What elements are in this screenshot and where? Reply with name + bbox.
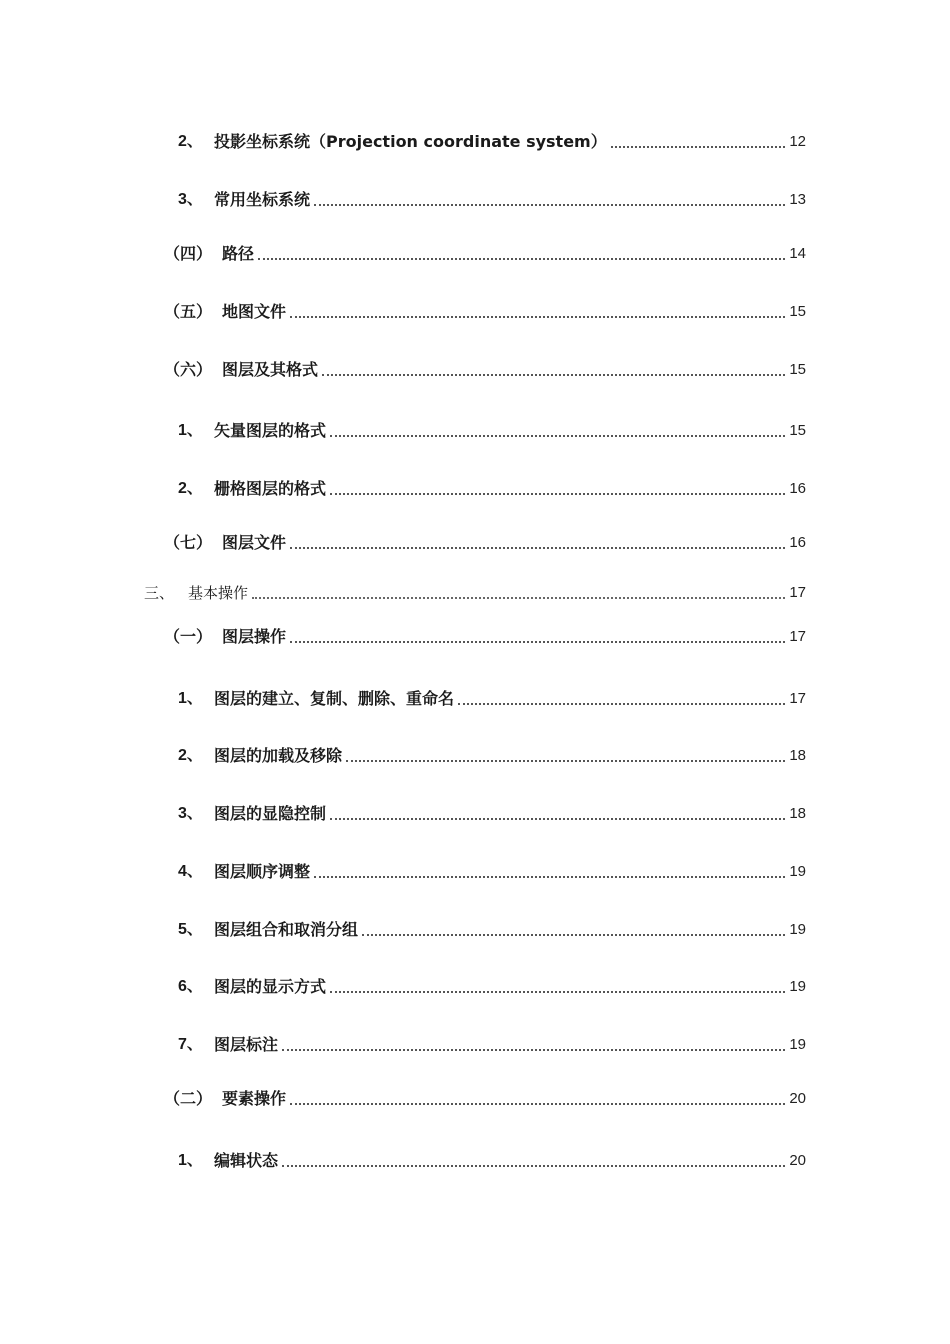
toc-dot-leader (330, 492, 785, 495)
toc-entry-number: 1、 (178, 1152, 203, 1169)
toc-dot-leader (346, 759, 785, 762)
toc-entry-number: 1、 (178, 422, 203, 439)
toc-entry-number: 3、 (178, 805, 203, 822)
toc-entry-title: 图层操作 (222, 627, 287, 646)
toc-dot-leader (282, 1164, 785, 1167)
toc-entry-page: 17 (789, 628, 806, 645)
toc-entry-page: 19 (789, 863, 806, 880)
toc-entry-number: （五） (164, 302, 213, 321)
toc-entry-title: 图层顺序调整 (214, 862, 311, 881)
toc-entry-page: 19 (789, 1036, 806, 1053)
toc-entry[interactable] (178, 186, 806, 210)
toc-entry[interactable] (178, 685, 806, 709)
toc-entry-page: 16 (789, 534, 806, 551)
toc-entry[interactable] (178, 475, 806, 499)
toc-dot-leader (322, 373, 785, 376)
toc-entry[interactable] (164, 356, 806, 380)
toc-entry-title: 栅格图层的格式 (214, 479, 327, 498)
toc-entry-title: 编辑状态 (214, 1151, 279, 1170)
toc-dot-leader (362, 933, 785, 936)
toc-entry[interactable] (178, 128, 806, 152)
toc-entry[interactable] (144, 579, 806, 603)
toc-entry-title: 基本操作 (188, 584, 249, 602)
toc-dot-leader (290, 546, 785, 549)
toc-entry-page: 13 (789, 191, 806, 208)
toc-dot-leader (290, 1102, 785, 1105)
toc-entry-title: 矢量图层的格式 (214, 421, 327, 440)
toc-entry[interactable] (164, 1085, 806, 1109)
toc-entry-page: 18 (789, 747, 806, 764)
toc-entry-title: 图层及其格式 (222, 360, 319, 379)
toc-entry-number: （七） (164, 533, 213, 552)
toc-entry-title: 地图文件 (222, 302, 287, 321)
toc-entry[interactable] (164, 529, 806, 553)
toc-entry-title: 图层的显隐控制 (214, 804, 327, 823)
toc-entry[interactable] (178, 417, 806, 441)
toc-entry[interactable] (178, 916, 806, 940)
toc-entry-title: 图层的建立、复制、删除、重命名 (214, 689, 455, 708)
toc-entry-page: 17 (789, 584, 806, 601)
toc-dot-leader (458, 702, 785, 705)
toc-entry-title: 图层标注 (214, 1035, 279, 1054)
toc-entry-number: （六） (164, 360, 213, 379)
toc-entry-number: （一） (164, 627, 213, 646)
toc-entry[interactable] (178, 800, 806, 824)
toc-entry-page: 19 (789, 921, 806, 938)
toc-entry[interactable] (164, 623, 806, 647)
toc-dot-leader (330, 817, 785, 820)
toc-entry-title: 图层的显示方式 (214, 977, 327, 996)
toc-entry[interactable] (178, 1147, 806, 1171)
toc-entry-page: 15 (789, 422, 806, 439)
toc-entry-number: 7、 (178, 1036, 203, 1053)
toc-entry-title: 常用坐标系统 (214, 190, 311, 209)
toc-entry-number: 1、 (178, 690, 203, 707)
toc-entry[interactable] (164, 298, 806, 322)
toc-dot-leader (611, 145, 786, 148)
toc-entry-title: 要素操作 (222, 1089, 287, 1108)
toc-dot-leader (330, 990, 785, 993)
toc-entry-title: 路径 (222, 244, 255, 263)
toc-entry-number: 5、 (178, 921, 203, 938)
toc-entry-page: 19 (789, 978, 806, 995)
toc-dot-leader (290, 640, 785, 643)
toc-entry-title: 图层组合和取消分组 (214, 920, 359, 939)
toc-entry-number: （二） (164, 1089, 213, 1108)
toc-entry-page: 20 (789, 1152, 806, 1169)
toc-entry-number: 3、 (178, 191, 203, 208)
toc-entry-page: 16 (789, 480, 806, 497)
toc-dot-leader (258, 257, 785, 260)
toc-entry-number: （四） (164, 244, 213, 263)
toc-dot-leader (282, 1048, 785, 1051)
toc-dot-leader (314, 203, 785, 206)
toc-dot-leader (314, 875, 785, 878)
toc-dot-leader (290, 315, 785, 318)
toc-entry-number: 4、 (178, 863, 203, 880)
toc-entry-page: 20 (789, 1090, 806, 1107)
toc-entry[interactable] (178, 742, 806, 766)
toc-entry-title: 投影坐标系统（Projection coordinate system） (214, 132, 607, 151)
toc-entry-page: 18 (789, 805, 806, 822)
toc-entry[interactable] (178, 973, 806, 997)
toc-entry[interactable] (164, 240, 806, 264)
toc-entry-page: 17 (789, 690, 806, 707)
toc-entry-number: 2、 (178, 747, 203, 764)
toc-entry-number: 2、 (178, 133, 203, 150)
toc-entry-page: 15 (789, 303, 806, 320)
toc-dot-leader (330, 434, 785, 437)
toc-entry[interactable] (178, 858, 806, 882)
toc-entry-number: 2、 (178, 480, 203, 497)
toc-entry-title: 图层文件 (222, 533, 287, 552)
toc-entry-page: 14 (789, 245, 806, 262)
toc-entry-title: 图层的加载及移除 (214, 746, 343, 765)
toc-entry-number: 三、 (144, 584, 175, 602)
toc-dot-leader (252, 596, 785, 599)
toc-entry[interactable] (178, 1031, 806, 1055)
toc-entry-page: 15 (789, 361, 806, 378)
toc-entry-number: 6、 (178, 978, 203, 995)
toc-entry-page: 12 (789, 133, 806, 150)
